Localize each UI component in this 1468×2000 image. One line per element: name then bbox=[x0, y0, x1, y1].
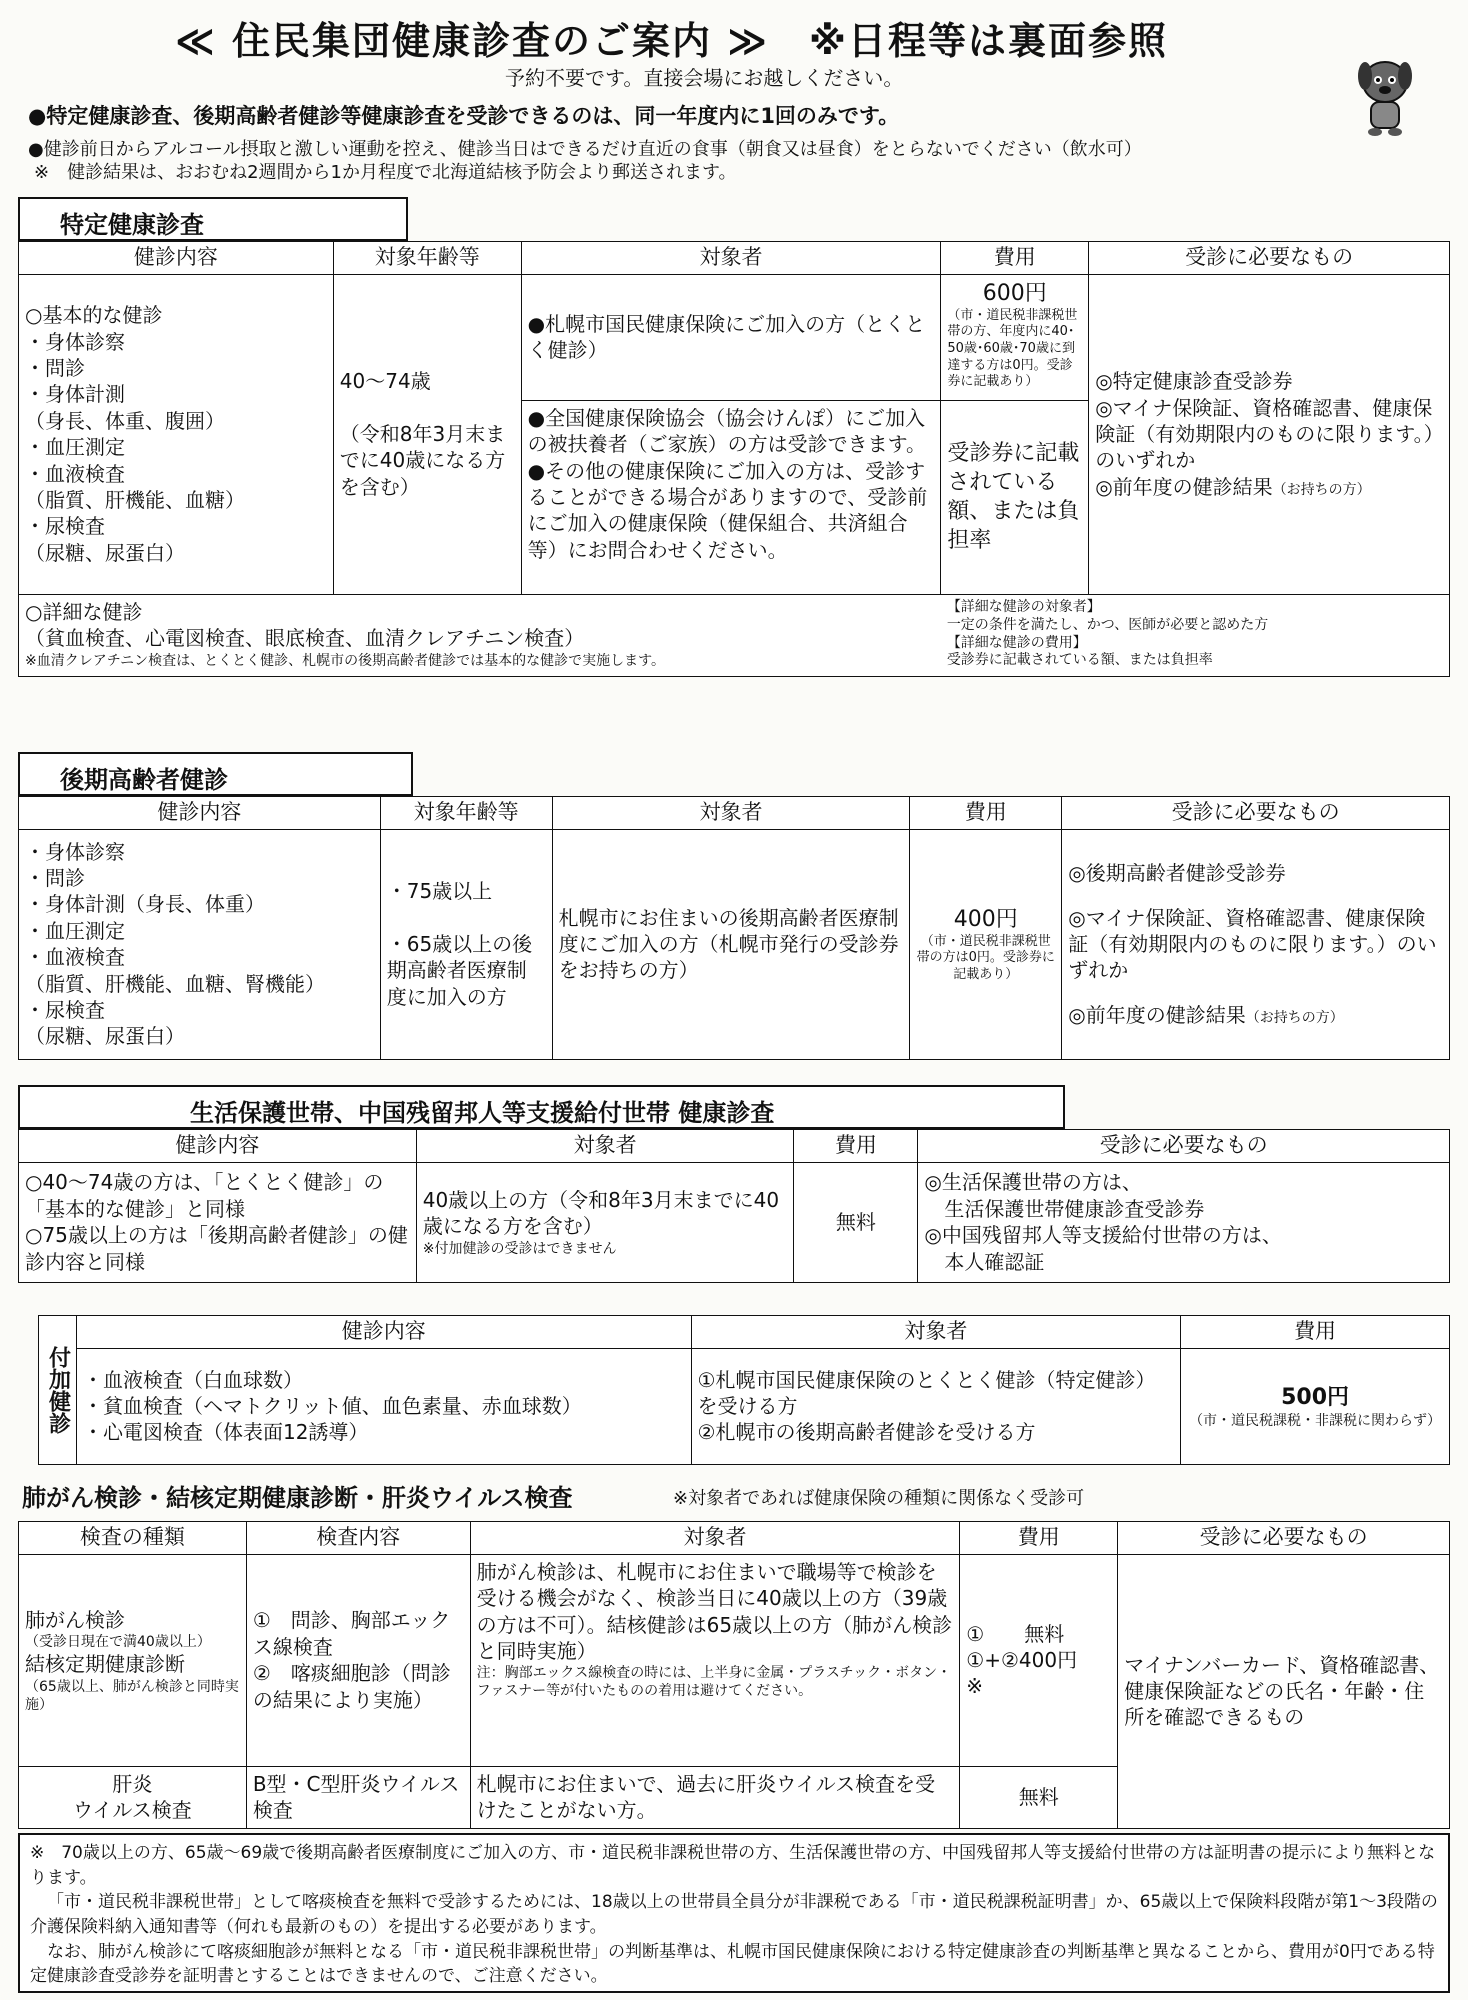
tokutei-detail-note: ※血清クレアチニン検査は、とくとく健診、札幌市の後期高齢者健診では基本的な健診で実施します。 bbox=[25, 652, 666, 669]
haigan-target: 肺がん検診は、札幌市にお住まいで職場等で検診を受ける機会がなく、検診当日に40歳以上の方（39歳の方は不可）。結核健診は65歳以上の方（肺がん検診と同時実施） bbox=[476, 1559, 953, 1663]
kanen-type: 肝炎 ウイルス検査 bbox=[19, 1766, 247, 1828]
tokutei-detail-items: （貧血検査、心電図検査、眼底検査、血清クレアチニン検査） bbox=[25, 626, 585, 651]
tokutei-header-age: 対象年齢等 bbox=[333, 242, 521, 275]
kouki-target: 札幌市にお住まいの後期高齢者医療制度にご加入の方（札幌市発行の受診券をお持ちの方） bbox=[552, 829, 910, 1059]
seikatsu-fee: 無料 bbox=[794, 1162, 918, 1282]
tokutei-target-others: ●全国健康保険協会（協会けんぽ）にご加入の被扶養者（ご家族）の方は受診できます。 ●その他の健康保険にご加入の方は、受診することができる場合がありますので、受診前にご加入の健康保険（健保組合、共済組合等）にお問合わせください。 bbox=[521, 400, 941, 594]
haigan-header-content: 検査内容 bbox=[246, 1522, 470, 1555]
seikatsu-target: 40歳以上の方（令和8年3月末までに40歳になる方を含む） bbox=[422, 1187, 780, 1239]
kouki-age: ・75歳以上 ・65歳以上の後期高齢者医療制度に加入の方 bbox=[380, 829, 552, 1059]
haigan-table bbox=[18, 1521, 1450, 1829]
kanen-fee: 無料 bbox=[960, 1766, 1118, 1828]
haigan-header-fee: 費用 bbox=[960, 1522, 1118, 1555]
kouki-table bbox=[18, 796, 1450, 1060]
fuka-label: 付加健診 bbox=[39, 1316, 77, 1465]
footer-note-free: ※ 70歳以上の方、65歳～69歳で後期高齢者医療制度にご加入の方、市・道民税非課税世帯の方、生活保護世帯の方、中国残留邦人等支援給付世帯の方は証明書の提示により無料となります。 bbox=[30, 1843, 1436, 1888]
tokutei-detail-target: 【詳細な健診の対象者】 一定の条件を満たし、かつ、医師が必要と認めた方 【詳細な健診の費用】 受診券に記載されている額、または負担率 bbox=[941, 594, 1450, 676]
haigan-required: マイナンバーカード、資格確認書、健康保険証などの氏名・年齢・住所を確認できるもの bbox=[1118, 1554, 1450, 1828]
section-label-seikatsu: 生活保護世帯、中国残留邦人等支援給付世帯 健康診査 bbox=[18, 1085, 1065, 1129]
page-title: ≪ 住民集団健康診査のご案内 ≫ ※日程等は裏面参照 bbox=[175, 19, 1168, 63]
tokutei-header-content: 健診内容 bbox=[19, 242, 334, 275]
footer-note-certificate: 「市・道民税非課税世帯」として喀痰検査を無料で受診するためには、18歳以上の世帯員全員分が非課税である「市・道民税課税証明書」か、65歳以上で保険料段階が第1～3段階の介護保険料納入通知書等（何れも最新のもの）を提出する必要があります。 bbox=[30, 1892, 1438, 1937]
note-once-per-year: ●特定健康診査、後期高齢者健診等健康診査を受診できるのは、同一年度内に1回のみです。 bbox=[28, 104, 900, 128]
seikatsu-target-note: ※付加健診の受診はできません bbox=[422, 1240, 617, 1257]
footer-notes bbox=[18, 1833, 1450, 1993]
fuka-target: ①札幌市国民健康保険のとくとく健診（特定健診）を受ける方 ②札幌市の後期高齢者健診を受ける方 bbox=[691, 1348, 1181, 1464]
kouki-required-previous: ◎前年度の健診結果 bbox=[1068, 1002, 1246, 1027]
tokutei-age: 40～74歳 （令和8年3月末までに40歳になる方を含む） bbox=[333, 274, 521, 594]
seikatsu-header-required: 受診に必要なもの bbox=[918, 1130, 1450, 1163]
haigan-target-note: 注：胸部エックス線検査の時には、上半身に金属・プラスチック・ボタン・ファスナー等が付いたものの着用は避けてください。 bbox=[476, 1665, 952, 1700]
seikatsu-required: ◎生活保護世帯の方は、 生活保護世帯健康診査受診券 ◎中国残留邦人等支援給付世帯の方は、 本人確認証 bbox=[918, 1162, 1450, 1282]
tokutei-fee-other: 受診券に記載されている額、または負担率 bbox=[941, 400, 1089, 594]
seikatsu-content: ○40～74歳の方は、「とくとく健診」の「基本的な健診」と同様 ○75歳以上の方は「後期高齢者健診」の健診内容と同様 bbox=[19, 1162, 417, 1282]
seikatsu-header-fee: 費用 bbox=[794, 1130, 918, 1163]
kouki-required-ticket: ◎後期高齢者健診受診券 bbox=[1068, 861, 1286, 886]
kouki-required-insurance: ◎マイナ保険証、資格確認書、健康保険証（有効期限内のものに限ります。）のいずれか bbox=[1068, 905, 1437, 983]
haigan-content: ① 問診、胸部エックス線検査 ② 喀痰細胞診（問診の結果により実施） bbox=[246, 1554, 470, 1766]
kouki-fee-note: （市・道民税非課税世帯の方は0円。受診券に記載あり） bbox=[916, 933, 1055, 983]
seikatsu-header-target: 対象者 bbox=[416, 1130, 794, 1163]
note-fasting: ●健診前日からアルコール摂取と激しい運動を控え、健診当日はできるだけ直近の食事（朝食又は昼食）をとらないでください（飲水可） bbox=[28, 139, 1142, 160]
section-label-haigan: 肺がん検診・結核定期健康診断・肝炎ウイルス検査 bbox=[22, 1484, 573, 1512]
fuka-fee: 500円 bbox=[1281, 1384, 1350, 1410]
seikatsu-header-content: 健診内容 bbox=[19, 1130, 417, 1163]
tokutei-required-note: （お持ちの方） bbox=[1272, 481, 1371, 498]
tokutei-fee: 600円 bbox=[982, 280, 1047, 306]
tokutei-table bbox=[18, 241, 1450, 677]
haigan-header-type: 検査の種類 bbox=[19, 1522, 247, 1555]
seikatsu-table bbox=[18, 1129, 1450, 1283]
section-label-tokutei: 特定健康診査 bbox=[18, 197, 408, 241]
tokutei-target-kokuho: ●札幌市国民健康保険にご加入の方（とくとく健診） bbox=[521, 274, 941, 400]
tokutei-header-target: 対象者 bbox=[521, 242, 941, 275]
footer-note-criteria: なお、肺がん検診にて喀痰細胞診が無料となる「市・道民税非課税世帯」の判断基準は、札幌市国民健康保険における特定健康診査の判断基準と異なることから、費用が0円である特定健康診査受診券を証明書とすることはできませんので、ご注意ください。 bbox=[30, 1941, 1435, 1987]
tokutei-required: ◎特定健康診査受診券 ◎マイナ保険証、資格確認書、健康保険証（有効期限内のものに限ります。）のいずれか ◎前年度の健診結果 bbox=[1095, 369, 1434, 499]
kouki-content: ・身体診察 ・問診 ・身体計測（身長、体重） ・血圧測定 ・血液検査 （脂質、肝機能、血糖、腎機能） ・尿検査 （尿糖、尿蛋白） bbox=[19, 829, 381, 1059]
haigan-type-lung-note: （受診日現在で満40歳以上） bbox=[25, 1633, 211, 1650]
tokutei-content: ○基本的な健診 ・身体診察 ・問診 ・身体計測 （身長、体重、腹囲） ・血圧測定 ・血液検査 （脂質、肝機能、血糖） ・尿検査 （尿糖、尿蛋白） bbox=[19, 274, 334, 594]
page-subtitle: 予約不要です。直接会場にお越しください。 bbox=[505, 66, 904, 90]
haigan-label-note: ※対象者であれば健康保険の種類に関係なく受診可 bbox=[673, 1488, 1085, 1509]
tokutei-header-required: 受診に必要なもの bbox=[1089, 242, 1450, 275]
kouki-header-required: 受診に必要なもの bbox=[1062, 797, 1450, 830]
kouki-header-fee: 費用 bbox=[910, 797, 1062, 830]
fuka-content: ・血液検査（白血球数） ・貧血検査（ヘマトクリット値、血色素量、赤血球数） ・心電図検査（体表面12誘導） bbox=[76, 1348, 691, 1464]
section-label-kouki: 後期高齢者健診 bbox=[18, 752, 413, 796]
fuka-fee-note: （市・道民税課税・非課税に関わらず） bbox=[1189, 1412, 1442, 1429]
kouki-required-previous-note: （お持ちの方） bbox=[1245, 1009, 1344, 1026]
tokutei-fee-note: （市・道民税非課税世帯の方、年度内に40･50歳･60歳･70歳に到達する方は0円。受診券に記載あり） bbox=[947, 307, 1078, 390]
haigan-type-tb: 結核定期健康診断 bbox=[25, 1652, 185, 1677]
kanen-content: B型・C型肝炎ウイルス検査 bbox=[246, 1766, 470, 1828]
kanen-target: 札幌市にお住まいで、過去に肝炎ウイルス検査を受けたことがない方。 bbox=[470, 1766, 960, 1828]
fuka-table bbox=[38, 1315, 1450, 1465]
note-results: ※ 健診結果は、おおむね2週間から1か月程度で北海道結核予防会より郵送されます。 bbox=[34, 162, 737, 183]
haigan-fee: ① 無料 ①+②400円 ※ bbox=[960, 1554, 1118, 1766]
fuka-header-target: 対象者 bbox=[691, 1316, 1181, 1349]
fuka-header-fee: 費用 bbox=[1181, 1316, 1450, 1349]
kouki-header-content: 健診内容 bbox=[19, 797, 381, 830]
haigan-type-lung: 肺がん検診 bbox=[25, 1607, 125, 1632]
mascot-dog-icon bbox=[1345, 50, 1425, 140]
haigan-type-tb-note: （65歳以上、肺がん検診と同時実施） bbox=[25, 1678, 239, 1713]
tokutei-detail-title: ○詳細な健診 bbox=[25, 599, 143, 624]
kouki-fee: 400円 bbox=[953, 906, 1018, 932]
kouki-header-target: 対象者 bbox=[552, 797, 910, 830]
tokutei-header-fee: 費用 bbox=[941, 242, 1089, 275]
haigan-header-required: 受診に必要なもの bbox=[1118, 1522, 1450, 1555]
kouki-header-age: 対象年齢等 bbox=[380, 797, 552, 830]
haigan-header-target: 対象者 bbox=[470, 1522, 960, 1555]
fuka-header-content: 健診内容 bbox=[76, 1316, 691, 1349]
